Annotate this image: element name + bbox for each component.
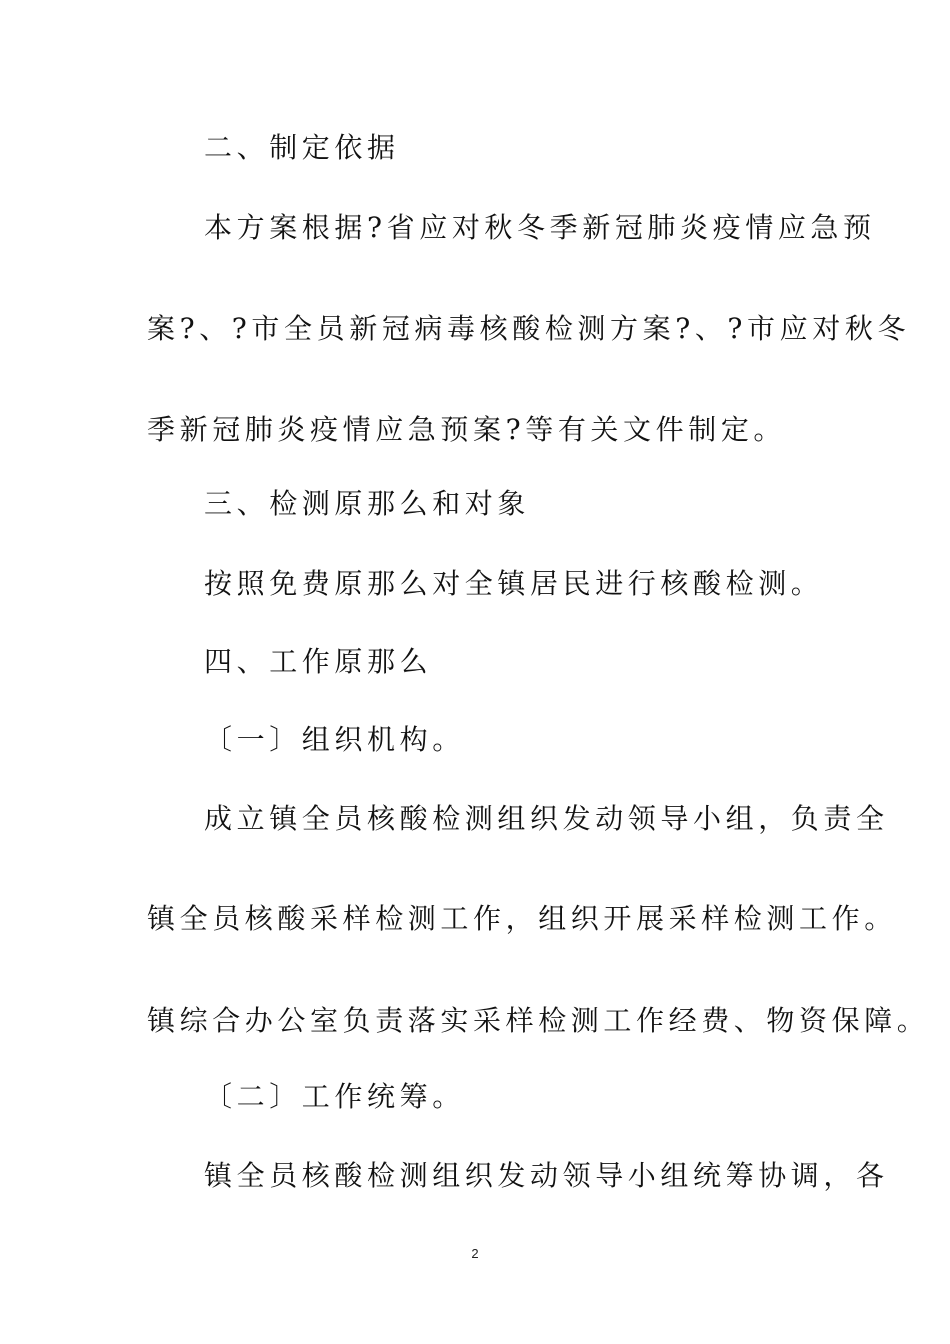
- paragraph-line: 镇全员核酸采样检测工作，组织开展采样检测工作。: [147, 902, 897, 935]
- page-number: 2: [471, 1246, 479, 1261]
- subheading-coordination: 〔二〕工作统筹。: [204, 1080, 465, 1113]
- paragraph-line: 本方案根据?省应对秋冬季新冠肺炎疫情应急预: [204, 211, 876, 244]
- heading-work-principles: 四、工作原那么: [204, 645, 433, 678]
- heading-basis: 二、制定依据: [204, 131, 400, 164]
- paragraph-line: 按照免费原那么对全镇居民进行核酸检测。: [204, 567, 824, 600]
- paragraph-line: 镇综合办公室负责落实采样检测工作经费、物资保障。: [147, 1004, 930, 1037]
- paragraph-line: 镇全员核酸检测组织发动领导小组统筹协调，各: [204, 1159, 889, 1192]
- paragraph-line: 成立镇全员核酸检测组织发动领导小组，负责全: [204, 802, 889, 835]
- heading-principles-targets: 三、检测原那么和对象: [204, 487, 531, 520]
- paragraph-line: 季新冠肺炎疫情应急预案?等有关文件制定。: [147, 413, 787, 446]
- subheading-organization: 〔一〕组织机构。: [204, 723, 465, 756]
- paragraph-line: 案?、?市全员新冠病毒核酸检测方案?、?市应对秋冬: [147, 312, 911, 345]
